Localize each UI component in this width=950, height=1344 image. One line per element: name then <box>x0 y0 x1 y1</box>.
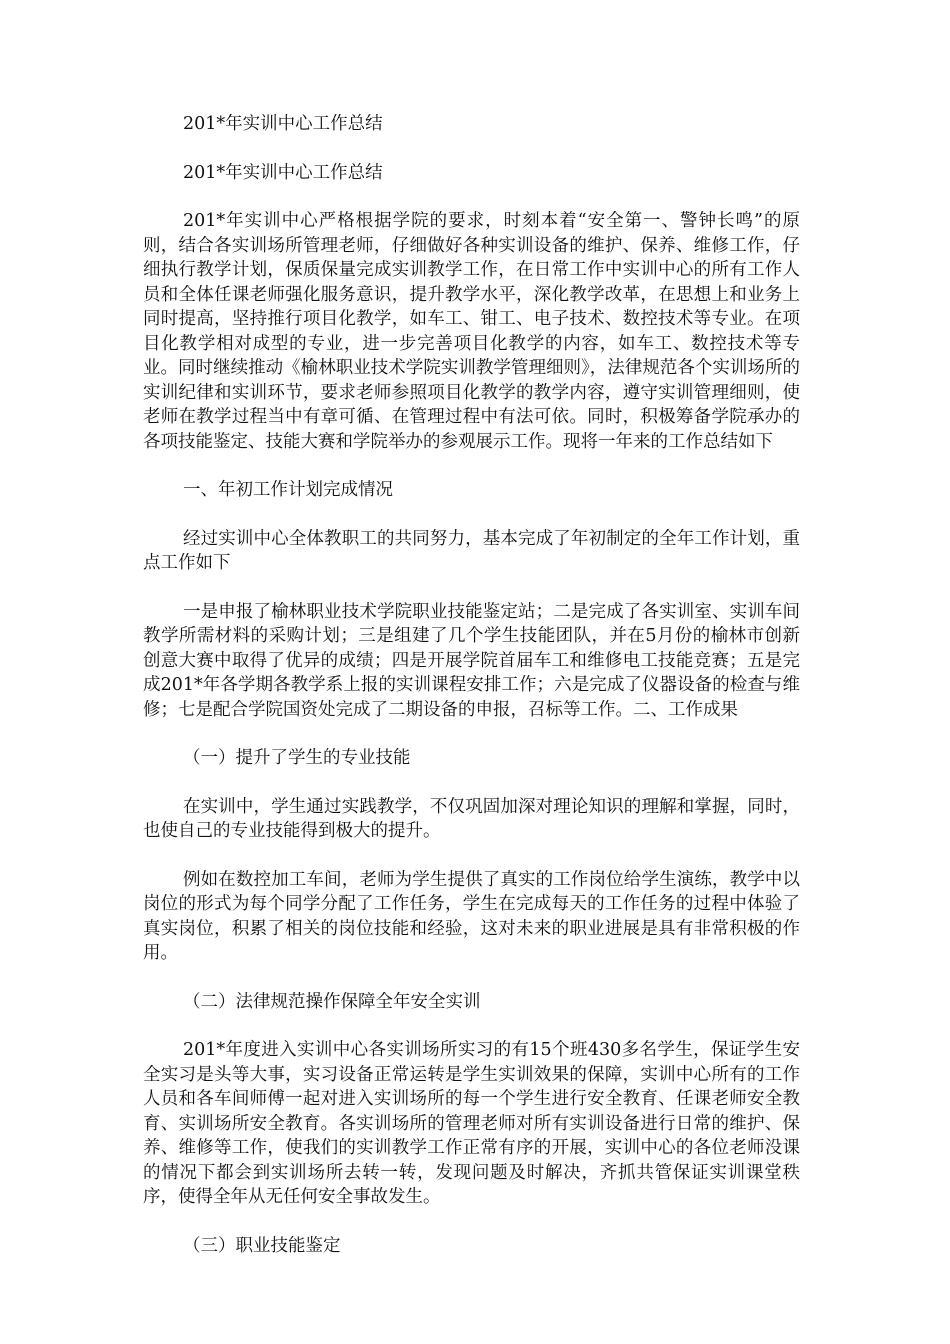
subsection-heading-safety: （二）法律规范操作保障全年安全实训 <box>183 991 481 1012</box>
skills-paragraph: 在实训中，学生通过实践教学，不仅巩固加深对理论知识的理解和掌握，同时，也使自己的专业技能得到极大的提升。 <box>143 796 800 841</box>
safety-paragraph: 201*年度进入实训中心各实训场所实习的有15个班430多名学生，保证学生安全实习是头等大事，实习设备正常运转是学生实训效果的保障，实训中心所有的工作人员和各车间师傅一起对进入实训场所的每一个学生进行安全教育、任课老师安全教育、实训场所安全教育。各实训场所的管理老师对所有实训设备进行日常的维护、保养、维修等工作，使我们的实训教学工作正常有序的开展，实训中心的各位老师没课的情况下都会到实训场所去转一转，发现问题及时解决，齐抓共管保证实训课堂秩序，使得全年从无任何安全事故发生。 <box>143 1040 800 1207</box>
plan-summary-paragraph: 经过实训中心全体教职工的共同努力，基本完成了年初制定的全年工作计划，重点工作如下 <box>143 528 800 573</box>
intro-paragraph: 201*年实训中心严格根据学院的要求，时刻本着“安全第一、警钟长鸣”的原则，结合各实训场所管理老师，仔细做好各种实训设备的维护、保养、维修工作，仔细执行教学计划，保质保量完成实训教学工作，在日常工作中实训中心的所有工作人员和全体任课老师强化服务意识，提升教学水平，深化教学改革，在思想上和业务上同时提高，坚持推行项目化教学，如车工、钳工、电子技术、数控技术等专业。在项目化教学相对成型的专业，进一步完善项目化教学的内容，如车工、数控技术等专业。同时继续推动《榆林职业技术学院实训教学管理细则》，法律规范各个实训场所的实训纪律和实训环节，要求老师参照项目化教学的教学内容，遵守实训管理细则，使老师在教学过程当中有章可循、在管理过程中有法可依。同时，积极筹备学院承办的各项技能鉴定、技能大赛和学院举办的参观展示工作。现将一年来的工作总结如下 <box>143 211 800 452</box>
subsection-heading-skills: （一）提升了学生的专业技能 <box>183 748 411 768</box>
cnc-example-paragraph: 例如在数控加工车间，老师为学生提供了真实的工作岗位给学生演练，教学中以岗位的形式为每个同学分配了工作任务，学生在完成每天的工作任务的过程中体验了真实岗位，积累了相关的岗位技能和经验，这对未来的职业进展是具有非常积极的作用。 <box>143 869 800 963</box>
document-title: 201*年实训中心工作总结 <box>183 114 383 134</box>
document-body <box>143 112 800 1282</box>
document-title-repeat: 201*年实训中心工作总结 <box>183 162 383 183</box>
section-heading-plan: 一、年初工作计划完成情况 <box>183 480 393 500</box>
subsection-heading-appraisal: （三）职业技能鉴定 <box>183 1235 341 1256</box>
plan-items-paragraph: 一是申报了榆林职业技术学院职业技能鉴定站；二是完成了各实训室、实训车间教学所需材料的采购计划；三是组建了几个学生技能团队，并在5月份的榆林市创新创意大赛中取得了优异的成绩；四是开展学院首届车工和维修电工技能竞赛；五是完成201*年各学期各教学系上报的实训课程安排工作；六是完成了仪器设备的检查与维修；七是配合学院国资处完成了二期设备的申报，召标等工作。二、工作成果 <box>143 601 800 720</box>
